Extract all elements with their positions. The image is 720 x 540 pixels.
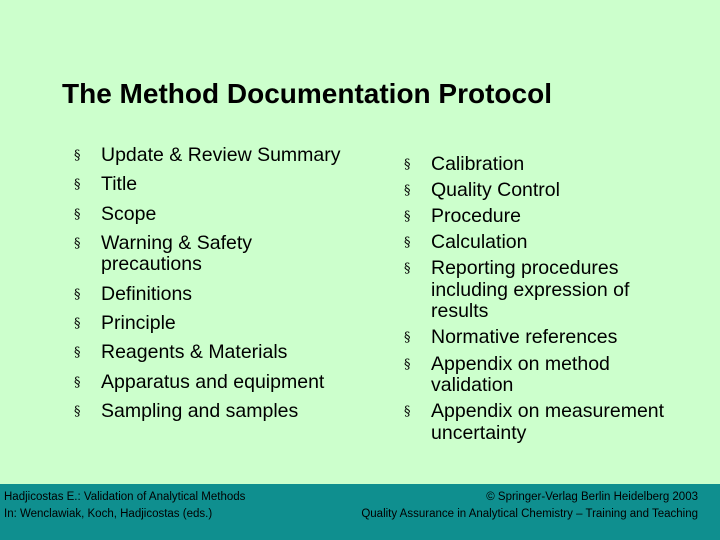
footer-citation-editors: In: Wenclawiak, Koch, Hadjicostas (eds.) xyxy=(4,508,213,520)
right-bullet-list xyxy=(404,153,691,449)
footer-citation-title: Hadjicostas E.: Validation of Analytical Methods xyxy=(4,491,246,503)
bullet-icon: § xyxy=(74,235,81,251)
list-item xyxy=(404,352,641,397)
slide-title: The Method Documentation Protocol xyxy=(62,78,552,109)
list-item-text: Reagents & Materials xyxy=(101,341,288,364)
list-item-text: Principle xyxy=(101,311,176,334)
bullet-icon: § xyxy=(74,374,81,390)
list-item-text: Reporting procedures including expression of results xyxy=(431,257,630,323)
list-item-text: Definitions xyxy=(101,282,193,305)
list-item xyxy=(74,231,291,276)
list-item-text: Title xyxy=(101,173,138,196)
bullet-icon: § xyxy=(404,356,411,372)
list-item xyxy=(404,231,691,254)
list-item-text: Appendix on method validation xyxy=(431,352,610,397)
list-item-text: Normative references xyxy=(431,326,618,349)
list-item xyxy=(74,282,391,306)
bullet-icon: § xyxy=(404,235,411,251)
list-item-text: Apparatus and equipment xyxy=(101,370,325,393)
list-item xyxy=(74,311,391,335)
list-item-text: Procedure xyxy=(431,205,521,228)
bullet-icon: § xyxy=(404,261,411,277)
list-item-text: Calculation xyxy=(431,231,528,254)
bullet-icon: § xyxy=(74,345,81,361)
list-item-text: Scope xyxy=(101,202,157,225)
bullet-icon: § xyxy=(404,157,411,172)
footer-copyright: © Springer-Verlag Berlin Heidelberg 2003 xyxy=(486,491,698,503)
list-item xyxy=(404,179,691,202)
list-item xyxy=(74,144,391,167)
list-item xyxy=(404,205,691,228)
bullet-icon: § xyxy=(404,183,411,199)
bullet-icon: § xyxy=(74,177,81,193)
list-item-text: Warning & Safety precautions xyxy=(101,231,253,276)
list-item xyxy=(404,257,663,323)
bullet-icon: § xyxy=(74,206,81,222)
list-item-text: Sampling and samples xyxy=(101,399,299,422)
left-bullet-list xyxy=(74,144,391,430)
bullet-icon: § xyxy=(74,148,81,163)
list-item xyxy=(74,202,391,226)
list-item xyxy=(404,326,691,349)
bullet-icon: § xyxy=(404,330,411,346)
list-item xyxy=(74,173,391,196)
list-item xyxy=(74,341,391,364)
list-item xyxy=(74,399,391,423)
list-item-text: Quality Control xyxy=(431,179,560,202)
bullet-icon: § xyxy=(74,286,81,302)
list-item-text: Calibration xyxy=(431,153,525,175)
bullet-icon: § xyxy=(404,404,411,420)
list-item xyxy=(404,153,691,176)
list-item-text: Update & Review Summary xyxy=(101,144,341,166)
list-item xyxy=(74,370,391,394)
list-item-text: Appendix on measurement uncertainty xyxy=(431,400,665,444)
footer-series-title: Quality Assurance in Analytical Chemistry – Training and Teaching xyxy=(361,508,698,520)
bullet-icon: § xyxy=(404,209,411,225)
footer-bar xyxy=(0,484,720,540)
bullet-icon: § xyxy=(74,315,81,331)
bullet-icon: § xyxy=(74,403,81,419)
list-item xyxy=(404,400,691,444)
